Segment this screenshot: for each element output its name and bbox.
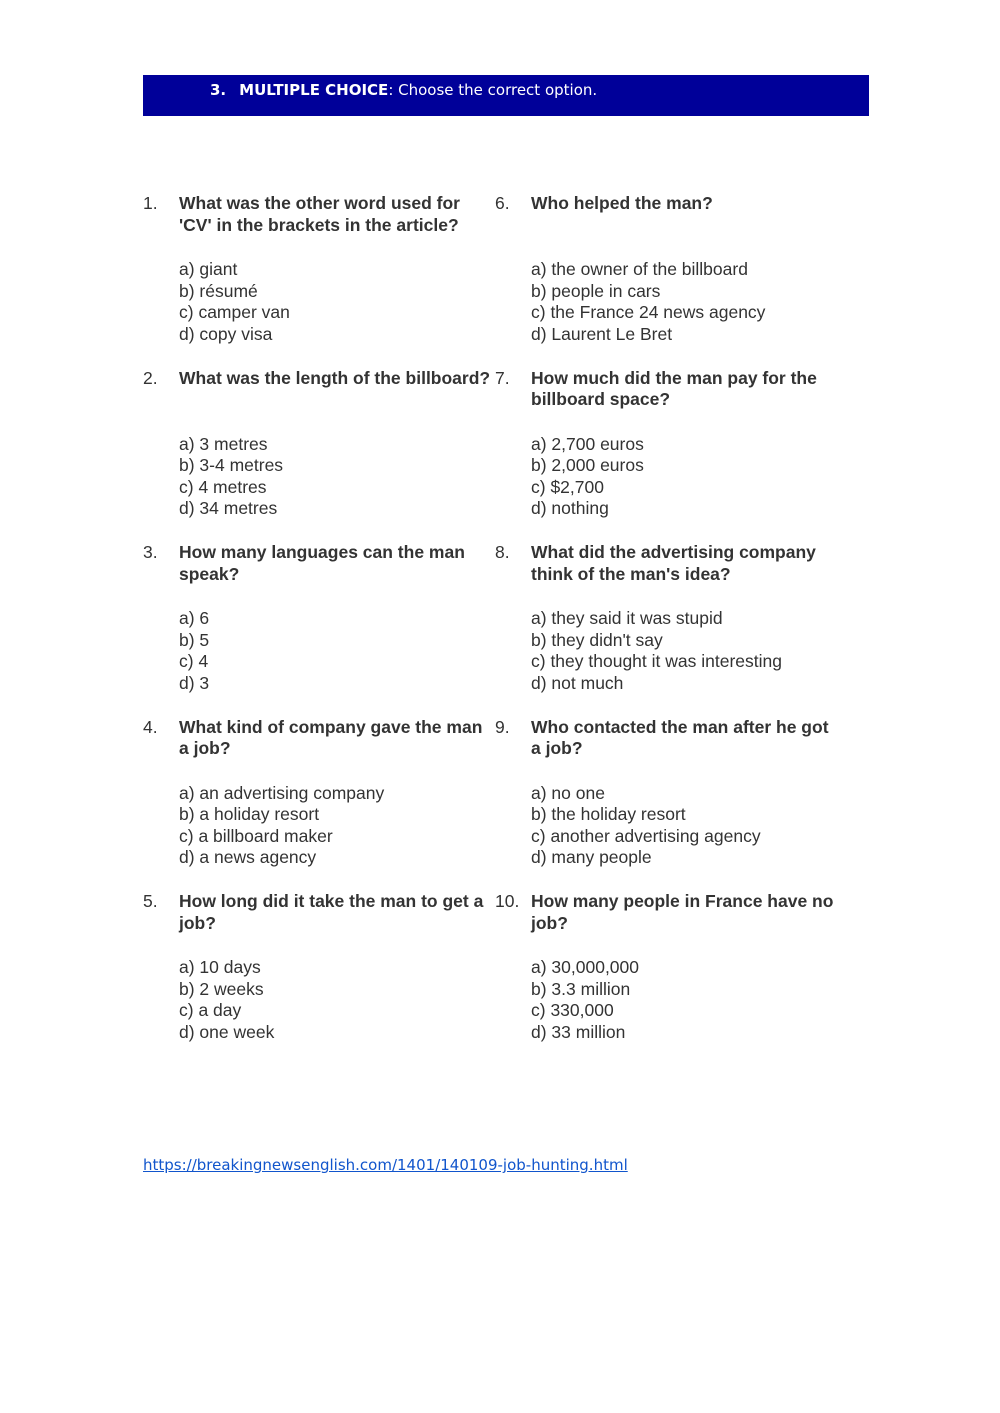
option-a[interactable]: a) 6 [179,608,210,628]
question-2 [143,368,493,543]
option-list [531,434,843,520]
question-text: How many languages can the man speak? [179,542,465,584]
question-9 [495,717,845,892]
question-number: 4. [143,716,158,737]
option-list [179,783,491,869]
option-d[interactable]: d) one week [179,1021,275,1042]
section-label: MULTIPLE CHOICE [239,81,389,99]
option-d[interactable]: d) Laurent Le Bret [531,323,673,344]
option-d[interactable]: d) 34 metres [179,498,278,518]
option-b[interactable]: b) 2 weeks [179,978,264,999]
question-number: 10. [495,891,520,911]
question-text: How long did it take the man to get a job? [179,891,484,933]
option-b[interactable]: b) 2,000 euros [531,455,644,475]
option-a[interactable]: a) the owner of the billboard [531,259,748,279]
question-8 [495,542,845,717]
question-text: What was the other word used for 'CV' in the brackets in the article? [179,193,460,235]
question-number: 1. [143,193,158,213]
question-number: 6. [495,193,510,213]
question-text: Who helped the man? [531,193,713,213]
option-a[interactable]: a) 10 days [179,957,261,977]
question-number: 3. [143,542,158,562]
option-d[interactable]: d) 3 [179,672,210,693]
option-d[interactable]: d) 33 million [531,1021,626,1042]
question-4 [143,717,493,892]
question-10 [495,891,845,1066]
option-c[interactable]: c) a billboard maker [179,825,333,846]
option-a[interactable]: a) no one [531,782,605,803]
option-c[interactable]: c) $2,700 [531,476,604,497]
option-list [179,434,491,520]
question-text: How much did the man pay for the billboard space? [531,367,817,409]
option-d[interactable]: d) many people [531,847,652,867]
option-list [179,957,491,1043]
option-c[interactable]: c) 4 [179,651,209,671]
option-c[interactable]: c) 330,000 [531,1000,614,1020]
option-list [531,259,843,345]
option-list [531,957,843,1043]
question-text: How many people in France have no job? [531,891,834,933]
option-a[interactable]: a) an advertising company [179,782,385,803]
option-c[interactable]: c) camper van [179,302,290,322]
question-text: Who contacted the man after he got a job? [531,716,829,758]
question-5 [143,891,493,1066]
question-number: 9. [495,716,510,737]
option-list [179,259,491,345]
option-b[interactable]: b) 5 [179,629,210,650]
question-column-right [495,193,845,1066]
option-a[interactable]: a) 30,000,000 [531,957,640,977]
question-column-left [143,193,493,1066]
section-number: 3. [210,81,227,99]
option-c[interactable]: c) they thought it was interesting [531,651,782,671]
question-7 [495,368,845,543]
option-a[interactable]: a) 3 metres [179,433,268,454]
question-number: 8. [495,542,510,562]
option-c[interactable]: c) the France 24 news agency [531,302,766,322]
question-number: 7. [495,367,510,388]
option-b[interactable]: b) 3-4 metres [179,455,284,475]
source-link[interactable]: https://breakingnewsenglish.com/1401/140109-job-hunting.html [143,1156,628,1174]
option-list [531,783,843,869]
question-3 [143,542,493,717]
question-6 [495,193,845,368]
option-a[interactable]: a) 2,700 euros [531,433,644,454]
question-text: What kind of company gave the man a job? [179,716,483,758]
option-b[interactable]: b) they didn't say [531,629,663,650]
option-b[interactable]: b) résumé [179,280,258,301]
option-d[interactable]: d) nothing [531,498,609,518]
section-header [143,75,869,116]
section-instruction: : Choose the correct option. [388,81,598,99]
question-1 [143,193,493,368]
option-d[interactable]: d) copy visa [179,323,273,344]
option-c[interactable]: c) 4 metres [179,476,267,497]
option-list [179,608,491,694]
option-a[interactable]: a) they said it was stupid [531,608,723,628]
option-d[interactable]: d) not much [531,672,624,693]
option-c[interactable]: c) another advertising agency [531,825,761,846]
option-list [531,608,843,694]
question-number: 2. [143,367,158,388]
option-b[interactable]: b) a holiday resort [179,804,320,824]
option-a[interactable]: a) giant [179,259,238,279]
option-d[interactable]: d) a news agency [179,847,317,867]
option-b[interactable]: b) the holiday resort [531,804,686,824]
question-text: What was the length of the billboard? [179,367,491,388]
option-b[interactable]: b) people in cars [531,280,661,301]
question-text: What did the advertising company think of the man's idea? [531,542,816,584]
option-b[interactable]: b) 3.3 million [531,978,631,999]
question-number: 5. [143,891,158,911]
option-c[interactable]: c) a day [179,1000,242,1020]
